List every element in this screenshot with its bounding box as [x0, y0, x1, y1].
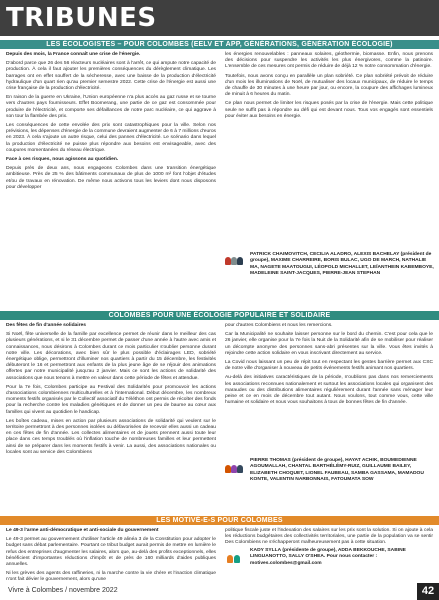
paragraph: Les conséquences de cette envolée des prix sont catastrophiques pour la ville. Selon nos prévisions, les dépenses d'énergie de la commune devraient augmenter de 6 à 7 millions d'euros en 2023. À cela s'ajoute un autre risque, celui des pannes d'électricité. Le scénario dans lequel la production d'électricité ne puisse plus répondre aux besoins est envisageable, avec des coupures momentanées du réseau électrique.: [6, 123, 216, 153]
section-band-ecologie-populaire: COLOMBES POUR UNE ÉCOLOGIE POPULAIRE ET SOLIDAIRE: [0, 311, 439, 320]
paragraph: Si Noël, fête universelle de la famille par excellence permet de réunir dans le meilleur des cas plusieurs générations, et si le 31 décembre permet de passer d'une année à l'autre avec amis et connaissances, nous désirons à Colombes durant ce mois particulier s'oublier personne durant notre ville. Les décorations, avec bien sûr le plus possible d'éclairages LED, sobriété énergétique oblige, permettront d'illuminer nos quartiers à partir du 15 décembre, les festivités débuteront le 16 et permettront aux enfants de la plus jeune âge de se réjouir des animations offertes par notre municipalité jusqu'au 2 janvier. Mais ce sont les actions de solidarité des associations que nous tenons à mettre en valeur dans cette période de fêtes et attendue.: [6, 332, 216, 381]
section-motives-left: [6, 528, 216, 587]
paragraph: Ce plan nous permet de limiter les risques posés par la crise de l'énergie. Mais cette politique seule ne suffit pas à répondre au défi qui est devant nous. Tous vos engagés sont essentiels pour éviter aux besoins en énergie.: [225, 101, 433, 119]
section-subhead: Face à ces risques, nous agissons au quotidien.: [6, 157, 119, 163]
page-footer: [0, 583, 439, 600]
paragraph: Ni les grèves des agents des raffineries, ni la marche contre la vie chère et l'inaction climatique n'ont fait dévier le gouvernement, alors qu'une: [6, 571, 216, 583]
section-motives-signatures: KADY SYLLA (présidente de groupe), ADDA BEKKOUCHE, SABINE LINGUANOTTO, SALLY O'SHEA. Pour nous contacter : motives.colombes@gmail.com: [250, 548, 406, 566]
section-subhead: Le 49-3 l'arme anti-démocratique et anti-sociale du gouvernement: [6, 528, 159, 533]
section-ecologie-populaire-right: [225, 323, 433, 409]
paragraph: Toutefois, nous avons conçu en parallèle un plan sobriété. Ce plan sobriété prévoit de réduire d'un mois les illuminations de Noël, de mutualiser des locaux municipaux, de réduire le temps de chauffe de 30 minutes à une heure par jour, ou encore, la coupure des affichages lumineux de minuit à 6 heures du matin.: [225, 73, 433, 98]
page-number: 42: [417, 583, 439, 600]
footer-publication: Vivre à Colombes / novembre 2022: [8, 587, 118, 594]
section-band-motives: LES MOTIVÉ-E-S POUR COLOMBES: [0, 516, 439, 525]
paragraph: politique fiscale juste et l'indexation des salaires sur les prix sont la solution. Si on ajoute à cela les réductions budgétaires des collectivités territoriales, une partie de la population va se sentir Des Colombiens ne s'échapperont malheureusement pas à cette situation.: [225, 528, 433, 546]
section-ecologie-populaire-left: [6, 323, 216, 459]
paragraph: D'abord parce que 26 des 56 réacteurs nucléaires sont à l'arrêt, ce qui ampute notre capacité de production. À cela il faut ajouter les premières conséquences du dérèglement climatique. Les barrages ont en effet souffert de la sécheresse, avec une baisse de la production d'électricité hydraulique d'un quart rien qu'au premier semestre 2022. Cette crise de l'énergie est aussi une crise française de la production d'électricité.: [6, 61, 216, 92]
paragraph: les énergies renouvelables : panneaux solaires, géothermie, biomasse. Enfin, nous prenons des décisions pour suspendre les activités les plus énergivores, comme la patinoire. L'ensemble de ces mesures ont permis de réduire de déjà 12 % notre consommation d'énergie.: [225, 52, 433, 70]
paragraph: Car la Municipalité ne souhaite laisser personne sur le bord du chemin. C'est pour cela que le 26 janvier, elle organise pour la 7e fois la Nuit de la Solidarité afin de se mobiliser pour réaliser un décompte anonyme des personnes sans-abri présentes sur la ville. Vous êtes invités à rejoindre cette action solidaire en vous inscrivant directement au service.: [225, 332, 433, 356]
section-ecologistes-signatures: PATRICK CHAIMOVITCH, CECILIA ALADRO, ALEXIS BACHELAY (président de groupe), MAXIME CHARREIRE, BORIS BULAC, UGO DE MARCH, NATHALIE MA, NAGETE MAATOUGUI, LÉOPOLD MICHALLET, LEÏANTHEIN KABEMBOYE, MADELEINE SAINT-JACQUES, PIERRE-JEAN STEPHAN: [250, 252, 434, 276]
group-photo: [225, 460, 246, 473]
section-ecologistes-left: [6, 52, 216, 194]
page-title: TRIBUNES: [6, 3, 157, 33]
page-header: [0, 0, 439, 36]
section-ecologistes-right: [225, 52, 433, 123]
group-photo: [225, 550, 246, 563]
paragraph: Les boîtes cadeau, mises en action par plusieurs associations de solidarité qui veulent sur le territoire permettront à des personnes isolées ou défavorisées de recevoir elles aussi un cadeau en ces fêtes de fin d'année. Les collectes alimentaires et de jouets prennent aussi toute leur place dans ces temps troublés où l'inflation touche de nombreuses familles et leur permettent ainsi de se préparer dans les moments festifs à venir. La aussi, des associations nationales ou locales sont au service des Colombiens: [6, 418, 216, 455]
paragraph: En raison de la guerre en Ukraine, l'Union européenne n'a plus accès au gaz russe et se tourne vers d'autres pays fournisseurs. Effet Boomerang, une partie de ce gaz est consommée pour produire de l'électricité, et comporte ses défaillances de notre parc nucléaire, ce qui aggrave à son tour la flambée des prix.: [6, 95, 216, 119]
paragraph: Pour la 7e fois, Colombes participe au Festival des Solidarités pour promouvoir les actions d'associations colombiennes multiculturelles et à l'international. Début décembre, les nombreux moments festifs organisés par le Collectif associatif du Téléthon ont permis de récolter des fonds pour la recherche contre les maladies génétiques et de donner un peu de baume au cœur aux familles qui vivent au quotidien le handicap.: [6, 384, 216, 415]
section-subhead: Des fêtes de fin d'année solidaires: [6, 323, 86, 328]
paragraph: pour d'autres Colombiens et nous les remercions.: [225, 323, 333, 328]
header-divider: [0, 36, 439, 38]
paragraph: Depuis près de deux ans, nous engageons Colombes dans une transition énergétique ambitieuse. Près de 25 % des bâtiments communaux de plus de 1000 m² font l'objet d'études et/ou de travaux en rénovation. De même nous activons tous les leviers dont nous disposons pour développer: [6, 166, 216, 190]
paragraph: Au-delà des initiatives caractéristiques de la période, n'oublions pas dans nos remerciements les associations reconnues nationalement et surtout les associations locales qui organisent des maraudes ou des distributions alimentaires régulièrement durant l'année sans ménager leur peine et ce en mois de décembre tout autant. Nous voulons, tout comme vous, cette ville humaine et solidaire et nous vous souhaitons à tous de bonnes fêtes de fin d'année.: [225, 375, 433, 406]
paragraph: Le 49-3 permet au gouvernement d'utiliser l'article 49 alinéa 3 de la Constitution pour adopter le budget sans débat parlementaire. Pourtant ce tribut budget aurait permis de mettre en lumière le refus des entreprises d'augmenter les salaires, alors que, au-delà des profits exceptionnels, elles bénéficient d'importantes réductions d'impôt et de près de 160 milliards d'aides publiques annuelles.: [6, 537, 216, 568]
paragraph: La Covid nous laissant un peu de répit tout en respectant les gestes barrière permet aux CSC de notre ville d'organiser à nouveau de petits événements festifs animant nos quartiers.: [225, 360, 433, 372]
section-band-ecologistes: LES ÉCOLOGISTES – POUR COLOMBES (EELV ET APP, GÉNÉRATIONS, GÉNÉRATION ÉCOLOGIE): [0, 40, 439, 49]
group-photo: [225, 252, 246, 265]
section-ecologie-populaire-signatures: PIERRE THOMAS (président de groupe), HAYAT ACHIK, BOUMEDIENNE AGOUMALLAH, CHANTAL BARTHÉLÉMY-RUIZ, GUILLAUME BAILEY, ELIZABETH CHOQUET, LIONEL FAUBEAU, SAMBA GASSAMA, MAMADOU KONTE, VALENTIN NARBONNAIS, FATOUMATA SOW: [250, 458, 424, 482]
section-lead: Depuis des mois, la France connaît une crise de l'énergie.: [6, 52, 141, 57]
section-motives-right: [225, 528, 433, 550]
